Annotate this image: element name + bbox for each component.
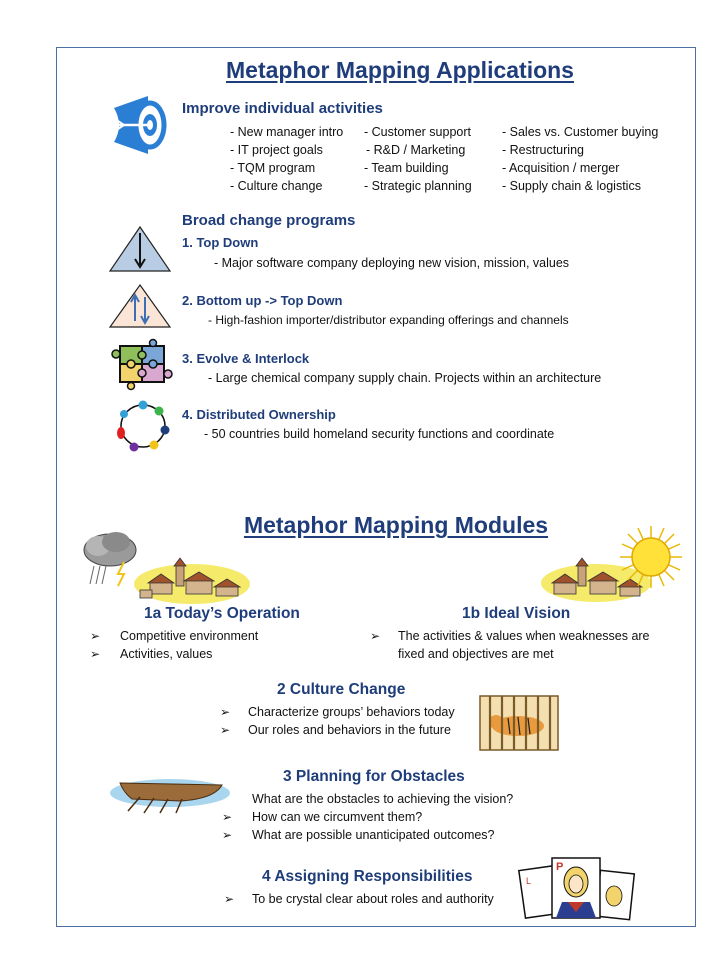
today-heading: 1a Today’s Operation	[144, 605, 300, 622]
svg-text:P: P	[556, 861, 564, 873]
broad-item-4-title: 4. Distributed Ownership	[182, 407, 336, 422]
arrow-bullet-icon: ➢	[90, 629, 101, 643]
broad-item-3-title: 3. Evolve & Interlock	[182, 351, 310, 366]
broad-heading: Broad change programs	[182, 212, 356, 229]
list-item: - New manager intro	[230, 125, 344, 139]
planning-lines	[222, 790, 513, 844]
target-icon	[108, 94, 166, 156]
arrow-bullet-icon: ➢	[90, 647, 101, 661]
improve-col-2	[364, 123, 472, 195]
improve-col-1	[230, 123, 343, 195]
broad-item-1-desc: - Major software company deploying new vision, mission, values	[214, 256, 570, 270]
planning-heading: 3 Planning for Obstacles	[283, 768, 465, 785]
culture-heading: 2 Culture Change	[277, 681, 406, 698]
improve-col-3	[502, 123, 658, 195]
list-item: ➢ What are possible unanticipated outcomes?	[222, 828, 495, 842]
list-item: ➢ How can we circumvent them?	[222, 810, 423, 824]
list-item: - Supply chain & logistics	[502, 179, 641, 193]
triangle-down-arrow-icon	[108, 225, 172, 273]
list-item: ➢ Activities, values	[90, 647, 213, 661]
list-item: ➢ Characterize groups’ behaviors today	[220, 705, 455, 719]
modules-title: Metaphor Mapping Modules	[243, 512, 549, 538]
sun-icon	[616, 524, 686, 590]
list-item: - Acquisition / merger	[502, 161, 620, 175]
arrow-bullet-icon: ➢	[224, 892, 235, 906]
arrow-bullet-icon: ➢	[220, 723, 231, 737]
caged-tiger-icon	[478, 692, 560, 754]
village-icon	[132, 558, 250, 606]
broad-item-4-desc: - 50 countries build homeland security functions and coordinate	[204, 427, 555, 441]
list-item: ➢ Our roles and behaviors in the future	[220, 723, 451, 737]
list-item: - TQM program	[230, 161, 316, 175]
list-item: - R&D / Marketing	[366, 143, 466, 157]
list-item: What are the obstacles to achieving the vision?	[252, 792, 514, 806]
storm-cloud-icon	[80, 530, 140, 588]
broad-item-2-title: 2. Bottom up -> Top Down	[182, 293, 343, 308]
arrow-bullet-icon: ➢	[222, 810, 233, 824]
ideal-heading: 1b Ideal Vision	[462, 605, 571, 622]
broad-item-1-title: 1. Top Down	[182, 235, 259, 250]
list-item: ➢ To be crystal clear about roles and authority	[224, 892, 494, 906]
broad-item-3-desc: - Large chemical company supply chain. Projects within an architecture	[208, 371, 602, 385]
circle-network-icon	[114, 400, 172, 452]
list-item: ➢ Competitive environment	[90, 629, 259, 643]
broad-item-2-desc: - High-fashion importer/distributor expanding offerings and channels	[208, 313, 569, 327]
rowboat-icon	[110, 771, 234, 815]
list-item: - Restructuring	[502, 143, 584, 157]
list-item: - IT project goals	[230, 143, 323, 157]
list-item: - Team building	[364, 161, 449, 175]
list-item: - Strategic planning	[364, 179, 472, 193]
arrow-bullet-icon: ➢	[220, 705, 231, 719]
list-item: - Customer support	[364, 125, 471, 139]
list-item: ➢ The activities & values when weaknesses are	[370, 629, 650, 643]
list-item: - Sales vs. Customer buying	[502, 125, 659, 139]
ideal-bullets	[370, 627, 650, 663]
arrow-bullet-icon: ➢	[370, 629, 381, 643]
applications-title: Metaphor Mapping Applications	[226, 57, 574, 83]
triangle-updown-arrows-icon	[108, 283, 172, 329]
playing-cards-icon	[520, 856, 636, 920]
svg-text:L: L	[526, 876, 532, 886]
assigning-heading: 4 Assigning Responsibilities	[262, 868, 473, 885]
culture-bullets	[220, 703, 455, 739]
puzzle-icon	[112, 340, 174, 390]
list-item: - Culture change	[230, 179, 323, 193]
arrow-bullet-icon: ➢	[222, 828, 233, 842]
improve-heading: Improve individual activities	[182, 100, 383, 117]
list-item: fixed and objectives are met	[398, 647, 554, 661]
assigning-bullets	[224, 890, 494, 908]
today-bullets	[90, 627, 258, 663]
